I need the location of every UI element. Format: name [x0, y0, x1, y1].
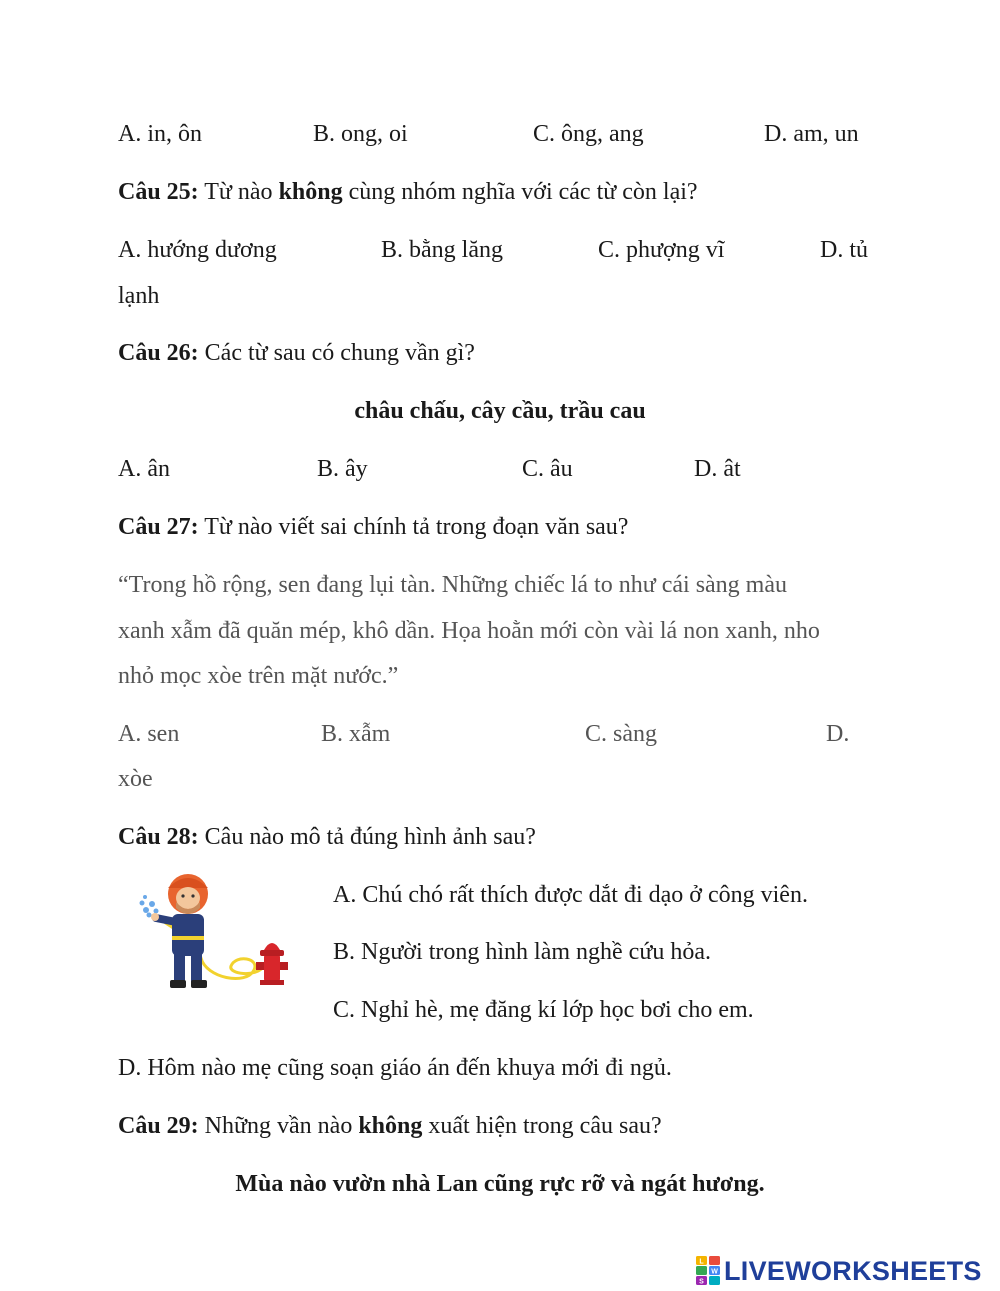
q29-sentence: Mùa nào vườn nhà Lan cũng rực rỡ và ngát hương. [235, 1171, 765, 1197]
q27-passage-line-3: nhỏ mọc xòe trên mặt nước.” [118, 663, 399, 689]
q25-text-before: Từ nào [198, 179, 279, 205]
q27-option-d[interactable]: D. [826, 721, 850, 747]
q25-option-b[interactable]: B. bằng lăng [381, 237, 503, 263]
q24-option-b[interactable]: B. ong, oi [313, 121, 408, 147]
q26-option-d[interactable]: D. ât [694, 456, 741, 482]
q26-option-c[interactable]: C. âu [522, 456, 573, 482]
logo-icon-letter: W [711, 1268, 718, 1276]
q25-question [118, 180, 698, 204]
q28-label: Câu 28: [118, 824, 199, 850]
q24-option-d[interactable]: D. am, un [764, 121, 859, 147]
firefighter-illustration [136, 870, 296, 996]
q28-option-c[interactable]: C. Nghỉ hè, mẹ đăng kí lớp học bơi cho em. [333, 997, 754, 1023]
q28-option-d[interactable]: D. Hôm nào mẹ cũng soạn giáo án đến khuya mới đi ngủ. [118, 1055, 672, 1081]
q25-label: Câu 25: [118, 179, 199, 205]
q25-option-c[interactable]: C. phượng vĩ [598, 237, 725, 263]
q27-option-a[interactable]: A. sen [118, 721, 180, 747]
q28-question [118, 825, 536, 849]
q28-text: Câu nào mô tả đúng hình ảnh sau? [198, 824, 536, 850]
q25-option-d-wrap[interactable]: lạnh [118, 283, 160, 309]
q24-option-a[interactable]: A. in, ôn [118, 121, 202, 147]
logo-icon-letter: L [699, 1258, 704, 1266]
q28-option-a[interactable]: A. Chú chó rất thích được dắt đi dạo ở công viên. [333, 882, 808, 908]
q27-option-c[interactable]: C. sàng [585, 721, 657, 747]
q26-text: Các từ sau có chung vần gì? [198, 340, 475, 366]
q29-emphasis: không [358, 1113, 423, 1139]
logo-icon-letter: S [699, 1278, 704, 1286]
q26-question [118, 341, 475, 365]
q26-label: Câu 26: [118, 340, 199, 366]
q26-option-b[interactable]: B. ây [317, 456, 368, 482]
fire-hydrant-icon [256, 943, 288, 985]
liveworksheets-logo[interactable] [696, 1254, 996, 1288]
q25-text-after: cùng nhóm nghĩa với các từ còn lại? [342, 179, 698, 205]
q27-question [118, 515, 628, 539]
liveworksheets-logo-icon [696, 1256, 722, 1286]
q27-label: Câu 27: [118, 514, 199, 540]
q27-passage-line-2: xanh xẫm đã quăn mép, khô dần. Họa hoằn mới còn vài lá non xanh, nho [118, 618, 820, 644]
q25-option-d[interactable]: D. tủ [820, 237, 868, 263]
q28-option-b[interactable]: B. Người trong hình làm nghề cứu hỏa. [333, 939, 711, 965]
q29-label: Câu 29: [118, 1113, 199, 1139]
q25-emphasis: không [278, 179, 343, 205]
liveworksheets-logo-text: LIVEWORKSHEETS [724, 1256, 982, 1286]
q29-text-before: Những vần nào [198, 1113, 359, 1139]
q26-words: châu chấu, cây cầu, trầu cau [354, 398, 646, 424]
q27-passage-line-1: “Trong hồ rộng, sen đang lụi tàn. Những chiếc lá to như cái sàng màu [118, 572, 787, 598]
q29-text-after: xuất hiện trong câu sau? [422, 1113, 662, 1139]
q24-option-c[interactable]: C. ông, ang [533, 121, 644, 147]
q26-option-a[interactable]: A. ân [118, 456, 170, 482]
q27-text: Từ nào viết sai chính tả trong đoạn văn sau? [198, 514, 629, 540]
q27-option-d-wrap[interactable]: xòe [118, 766, 153, 792]
q29-question [118, 1114, 662, 1138]
q25-option-a[interactable]: A. hướng dương [118, 237, 277, 263]
q27-option-b[interactable]: B. xẫm [321, 721, 391, 747]
